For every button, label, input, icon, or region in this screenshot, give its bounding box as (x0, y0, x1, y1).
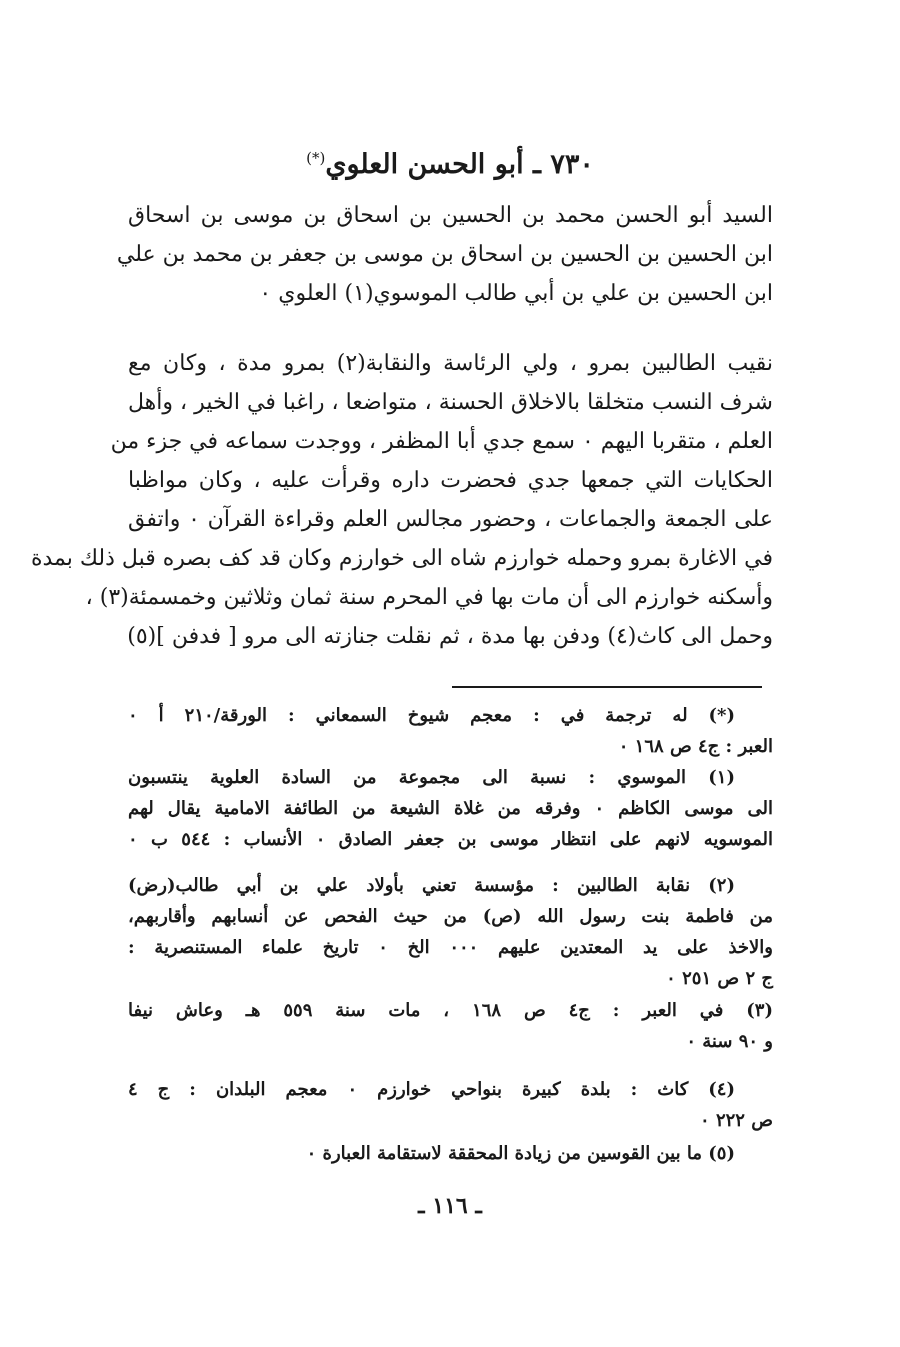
footnote-line: الى موسى الكاظم ٠ وفرقه من غلاة الشيعة من الطائفة الامامية يقال لهم (128, 798, 773, 819)
text-line: نقيب الطالبين بمرو ، ولي الرئاسة والنقابة(٢) بمرو مدة ، وكان مع (128, 351, 773, 376)
text-line: الحكايات التي جمعها جدي فحضرت داره وقرأت عليه ، وكان مواظبا (128, 468, 773, 493)
text-line: شرف النسب متخلقا بالاخلاق الحسنة ، متواضعا ، راغبا في الخير ، وأهل (128, 390, 773, 415)
text-line: السيد أبو الحسن محمد بن الحسين بن اسحاق بن موسى بن اسحاق (128, 203, 773, 228)
text-line: وأسكنه خوارزم الى أن مات بها في المحرم سنة ثمان وثلاثين وخمسمئة(٣) ، (85, 585, 773, 610)
footnote-line: الموسويه لانهم على انتظار موسى بن جعفر الصادق ٠ الأنساب : ٥٤٤ ب ٠ (128, 829, 773, 850)
footnote-star (128, 700, 773, 762)
footnote-line: (٣) في العبر : ج٤ ص ١٦٨ ، مات سنة ٥٥٩ هـ وعاش نيفا (128, 1000, 773, 1021)
text-line: ابن الحسين بن علي بن أبي طالب الموسوي(١) العلوي ٠ (259, 281, 773, 306)
footnote-line: (٢) نقابة الطالبين : مؤسسة تعني بأولاد علي بن أبي طالب(رض) (128, 875, 735, 896)
paragraph-biography (30, 344, 773, 656)
footnote-line: (٤) كاث : بلدة كبيرة بنواحي خوارزم ٠ معجم البلدان : ج ٤ (128, 1079, 735, 1100)
footnote-1 (128, 762, 773, 855)
footnote-2 (128, 870, 773, 994)
footnote-line: و ٩٠ سنة ٠ (686, 1031, 773, 1052)
text-line: ابن الحسين بن الحسين بن اسحاق بن موسى بن جعفر بن محمد بن علي (116, 242, 773, 267)
text-line: وحمل الى كاث(٤) ودفن بها مدة ، ثم نقلت جنازته الى مرو [ فدفن ](٥) (127, 624, 773, 649)
footnote-line: (١) الموسوي : نسبة الى مجموعة من السادة العلوية ينتسبون (128, 767, 735, 788)
footnote-line: والاخذ على يد المعتدين عليهم ٠٠٠ الخ ٠ تاريخ علماء المستنصرية : (128, 937, 773, 958)
footnote-line: العبر : ج٤ ص ١٦٨ ٠ (618, 736, 773, 757)
page-number: ـ ١١٦ ـ (418, 1193, 482, 1219)
footnote-divider (452, 686, 762, 688)
footnote-line: من فاطمة بنت رسول الله (ص) من حيث الفحص عن أنسابهم وأقاربهم، (128, 906, 773, 927)
footnote-line: ص ٢٢٢ ٠ (700, 1110, 773, 1131)
footnote-3 (128, 995, 773, 1057)
paragraph-lineage (116, 196, 773, 313)
entry-title-text: ٧٣٠ ـ أبو الحسن العلوي (325, 149, 594, 180)
footnote-5 (128, 1138, 773, 1169)
text-line: العلم ، متقربا اليهم ٠ سمع جدي أبا المظفر ، ووجدت سماعه في جزء من (110, 429, 773, 454)
footnote-4 (128, 1074, 773, 1136)
footnote-line: (٥) ما بين القوسين من زيادة المحققة لاستقامة العبارة ٠ (306, 1143, 735, 1164)
text-line: في الاغارة بمرو وحمله خوارزم شاه الى خوارزم وكان قد كف بصره قبل ذلك بمدة (30, 546, 773, 571)
entry-title-footnote-marker: (*) (306, 149, 326, 167)
text-line: على الجمعة والجماعات ، وحضور مجالس العلم وقراءة القرآن ٠ واتفق (128, 507, 773, 532)
footnote-line: ج ٢ ص ٢٥١ ٠ (666, 968, 773, 989)
entry-title (150, 138, 750, 185)
footnote-line: (*) له ترجمة في : معجم شيوخ السمعاني : الورقة/٢١٠ أ ٠ (128, 705, 735, 726)
